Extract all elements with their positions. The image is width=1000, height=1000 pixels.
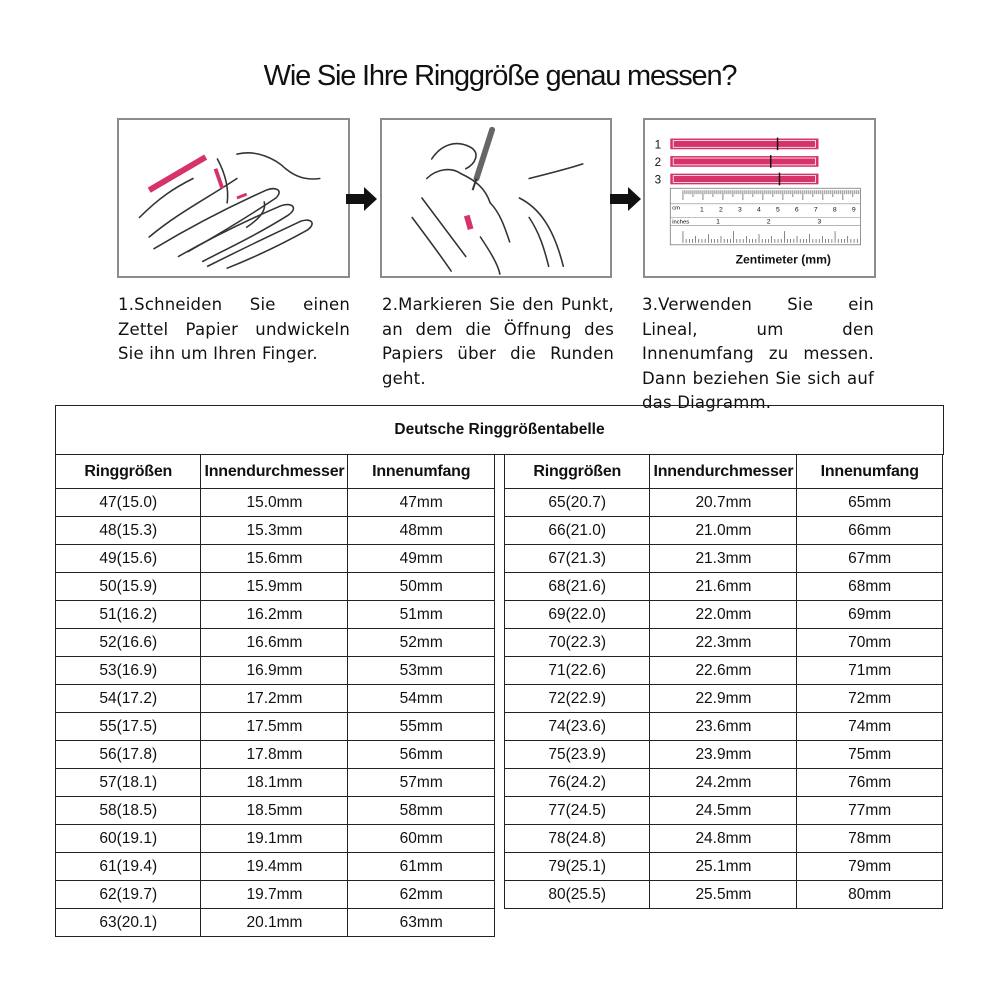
- table-header-row: [56, 455, 495, 489]
- table-row: [56, 573, 495, 601]
- inner-diameter-cell: 20.1mm: [201, 909, 348, 937]
- inner-circumference-cell: 61mm: [348, 853, 495, 881]
- table-row: [505, 517, 943, 545]
- step-3-illustration: [643, 118, 876, 278]
- ring-size-cell: 58(18.5): [56, 797, 201, 825]
- ruler-cm-tick-label: 6: [794, 206, 799, 214]
- inner-diameter-cell: 18.5mm: [201, 797, 348, 825]
- inner-circumference-cell: 69mm: [797, 601, 943, 629]
- inner-circumference-cell: 75mm: [797, 741, 943, 769]
- ring-size-cell: 78(24.8): [505, 825, 650, 853]
- inner-diameter-cell: 16.9mm: [201, 657, 348, 685]
- ring-size-cell: 79(25.1): [505, 853, 650, 881]
- table-row: [505, 601, 943, 629]
- page-title: Wie Sie Ihre Ringgröße genau messen?: [263, 60, 737, 92]
- ring-size-cell: 80(25.5): [505, 881, 650, 909]
- table-row: [56, 545, 495, 573]
- inner-diameter-cell: 15.9mm: [201, 573, 348, 601]
- ruler-illustration: [645, 120, 874, 276]
- inner-diameter-cell: 22.6mm: [650, 657, 797, 685]
- ring-size-cell: 67(21.3): [505, 545, 650, 573]
- ring-size-cell: 52(16.6): [56, 629, 201, 657]
- ruler-inch-label: inches: [672, 219, 690, 226]
- column-header: Ringgrößen: [505, 455, 650, 489]
- inner-diameter-cell: 24.8mm: [650, 825, 797, 853]
- table-row: [56, 629, 495, 657]
- table-row: [56, 825, 495, 853]
- ruler-cm-tick-label: 4: [756, 206, 761, 214]
- strip-number: 2: [654, 155, 662, 169]
- inner-circumference-cell: 79mm: [797, 853, 943, 881]
- unit-caption: Zentimeter (mm): [735, 252, 831, 267]
- inner-circumference-cell: 72mm: [797, 685, 943, 713]
- hand-wrap-illustration: [119, 120, 348, 276]
- inner-diameter-cell: 19.4mm: [201, 853, 348, 881]
- ring-size-cell: 66(21.0): [505, 517, 650, 545]
- ring-size-cell: 49(15.6): [56, 545, 201, 573]
- ring-size-cell: 68(21.6): [505, 573, 650, 601]
- ruler-inch-tick-label: 3: [817, 218, 822, 226]
- strip-number: 3: [654, 173, 662, 187]
- inner-circumference-cell: 55mm: [348, 713, 495, 741]
- table-row: [56, 853, 495, 881]
- inner-diameter-cell: 22.9mm: [650, 685, 797, 713]
- column-header: Innenumfang: [797, 455, 943, 489]
- table-row: [56, 489, 495, 517]
- inner-circumference-cell: 68mm: [797, 573, 943, 601]
- inner-circumference-cell: 78mm: [797, 825, 943, 853]
- ring-size-cell: 47(15.0): [56, 489, 201, 517]
- ruler-cm-tick-label: 8: [832, 206, 837, 214]
- ring-size-cell: 51(16.2): [56, 601, 201, 629]
- ring-size-table-right: [504, 454, 943, 909]
- step-1-illustration: [117, 118, 350, 278]
- ruler: [670, 188, 860, 245]
- ring-size-cell: 48(15.3): [56, 517, 201, 545]
- mark-paper-illustration: [382, 120, 610, 276]
- table-row: [505, 573, 943, 601]
- step-2-text: 2.Markieren Sie den Punkt, an dem die Öffnung des Papiers über die Runden geht.: [382, 295, 614, 388]
- inner-circumference-cell: 56mm: [348, 741, 495, 769]
- ring-size-cell: 69(22.0): [505, 601, 650, 629]
- inner-circumference-cell: 76mm: [797, 769, 943, 797]
- inner-diameter-cell: 24.2mm: [650, 769, 797, 797]
- ring-size-table: [55, 405, 944, 938]
- table-row: [56, 881, 495, 909]
- inner-circumference-cell: 51mm: [348, 601, 495, 629]
- ring-size-cell: 60(19.1): [56, 825, 201, 853]
- step-2-illustration: [380, 118, 612, 278]
- inner-diameter-cell: 19.1mm: [201, 825, 348, 853]
- inner-diameter-cell: 16.2mm: [201, 601, 348, 629]
- inner-diameter-cell: 17.8mm: [201, 741, 348, 769]
- inner-circumference-cell: 58mm: [348, 797, 495, 825]
- ruler-inch-tick-label: 2: [766, 218, 771, 226]
- step-1-text: 1.Schneiden Sie einen Zettel Papier undwickeln Sie ihn um Ihren Finger.: [118, 295, 350, 363]
- paper-strips: [670, 138, 818, 186]
- table-row: [505, 797, 943, 825]
- table-row: [505, 769, 943, 797]
- ring-size-cell: 56(17.8): [56, 741, 201, 769]
- inner-circumference-cell: 77mm: [797, 797, 943, 825]
- table-title: Deutsche Ringgrößentabelle: [55, 405, 944, 455]
- inner-diameter-cell: 18.1mm: [201, 769, 348, 797]
- table-row: [56, 713, 495, 741]
- ring-size-cell: 57(18.1): [56, 769, 201, 797]
- ruler-cm-tick-label: 9: [851, 206, 856, 214]
- ring-size-cell: 71(22.6): [505, 657, 650, 685]
- inner-circumference-cell: 63mm: [348, 909, 495, 937]
- paper-strip: [467, 216, 471, 230]
- ring-size-cell: 72(22.9): [505, 685, 650, 713]
- column-header: Innendurchmesser: [650, 455, 797, 489]
- ring-size-table-left: [55, 454, 495, 937]
- inner-circumference-cell: 65mm: [797, 489, 943, 517]
- step-3-text: 3.Verwenden Sie ein Lineal, um den Innenumfang zu messen. Dann beziehen Sie sich auf das Diagramm.: [642, 295, 874, 412]
- ring-size-cell: 62(19.7): [56, 881, 201, 909]
- arrow-right-icon: [610, 185, 642, 213]
- inner-diameter-cell: 15.3mm: [201, 517, 348, 545]
- inner-diameter-cell: 19.7mm: [201, 881, 348, 909]
- inner-diameter-cell: 17.2mm: [201, 685, 348, 713]
- inner-diameter-cell: 21.3mm: [650, 545, 797, 573]
- inner-circumference-cell: 53mm: [348, 657, 495, 685]
- column-header: Innenumfang: [348, 455, 495, 489]
- table-row: [56, 601, 495, 629]
- table-row: [505, 825, 943, 853]
- inner-circumference-cell: 71mm: [797, 657, 943, 685]
- ring-size-cell: 50(15.9): [56, 573, 201, 601]
- ruler-cm-tick-label: 2: [718, 206, 723, 214]
- inner-diameter-cell: 23.9mm: [650, 741, 797, 769]
- ruler-cm-tick-label: 7: [813, 206, 818, 214]
- table-row: [505, 489, 943, 517]
- table-row: [505, 853, 943, 881]
- arrow-right-icon: [346, 185, 378, 213]
- ring-size-cell: 54(17.2): [56, 685, 201, 713]
- ring-size-cell: 77(24.5): [505, 797, 650, 825]
- table-row: [505, 741, 943, 769]
- table-row: [56, 909, 495, 937]
- ring-size-cell: 75(23.9): [505, 741, 650, 769]
- paper-strip: [149, 157, 247, 198]
- ring-size-cell: 63(20.1): [56, 909, 201, 937]
- inner-diameter-cell: 22.0mm: [650, 601, 797, 629]
- inner-circumference-cell: 52mm: [348, 629, 495, 657]
- inner-diameter-cell: 22.3mm: [650, 629, 797, 657]
- inner-circumference-cell: 66mm: [797, 517, 943, 545]
- table-row: [56, 769, 495, 797]
- column-header: Ringgrößen: [56, 455, 201, 489]
- ruler-inch-tick-label: 1: [716, 218, 720, 226]
- table-header-row: [505, 455, 943, 489]
- column-header: Innendurchmesser: [201, 455, 348, 489]
- table-row: [56, 685, 495, 713]
- table-row: [505, 713, 943, 741]
- table-row: [56, 741, 495, 769]
- inner-circumference-cell: 60mm: [348, 825, 495, 853]
- table-row: [56, 517, 495, 545]
- table-row: [56, 797, 495, 825]
- ruler-cm-tick-label: 5: [775, 206, 780, 214]
- inner-diameter-cell: 20.7mm: [650, 489, 797, 517]
- inner-diameter-cell: 15.6mm: [201, 545, 348, 573]
- inner-circumference-cell: 49mm: [348, 545, 495, 573]
- inner-diameter-cell: 23.6mm: [650, 713, 797, 741]
- inner-diameter-cell: 21.0mm: [650, 517, 797, 545]
- inner-diameter-cell: 21.6mm: [650, 573, 797, 601]
- ring-size-cell: 53(16.9): [56, 657, 201, 685]
- inner-circumference-cell: 57mm: [348, 769, 495, 797]
- table-row: [505, 629, 943, 657]
- ruler-cm-tick-label: 3: [737, 206, 742, 214]
- inner-circumference-cell: 50mm: [348, 573, 495, 601]
- ring-size-cell: 61(19.4): [56, 853, 201, 881]
- ruler-cm-label: cm: [672, 205, 681, 212]
- inner-circumference-cell: 67mm: [797, 545, 943, 573]
- inner-diameter-cell: 25.5mm: [650, 881, 797, 909]
- inner-circumference-cell: 70mm: [797, 629, 943, 657]
- inner-diameter-cell: 15.0mm: [201, 489, 348, 517]
- ring-size-cell: 55(17.5): [56, 713, 201, 741]
- inner-circumference-cell: 80mm: [797, 881, 943, 909]
- table-row: [56, 657, 495, 685]
- ruler-cm-tick-label: 1: [700, 206, 704, 214]
- table-row: [505, 545, 943, 573]
- inner-diameter-cell: 25.1mm: [650, 853, 797, 881]
- table-row: [505, 881, 943, 909]
- inner-circumference-cell: 48mm: [348, 517, 495, 545]
- ring-size-cell: 74(23.6): [505, 713, 650, 741]
- inner-diameter-cell: 16.6mm: [201, 629, 348, 657]
- inner-circumference-cell: 74mm: [797, 713, 943, 741]
- table-row: [505, 657, 943, 685]
- inner-circumference-cell: 62mm: [348, 881, 495, 909]
- ring-size-cell: 65(20.7): [505, 489, 650, 517]
- inner-diameter-cell: 24.5mm: [650, 797, 797, 825]
- inner-diameter-cell: 17.5mm: [201, 713, 348, 741]
- inner-circumference-cell: 47mm: [348, 489, 495, 517]
- table-row: [505, 685, 943, 713]
- inner-circumference-cell: 54mm: [348, 685, 495, 713]
- strip-number: 1: [654, 138, 662, 152]
- ring-size-cell: 76(24.2): [505, 769, 650, 797]
- ring-size-cell: 70(22.3): [505, 629, 650, 657]
